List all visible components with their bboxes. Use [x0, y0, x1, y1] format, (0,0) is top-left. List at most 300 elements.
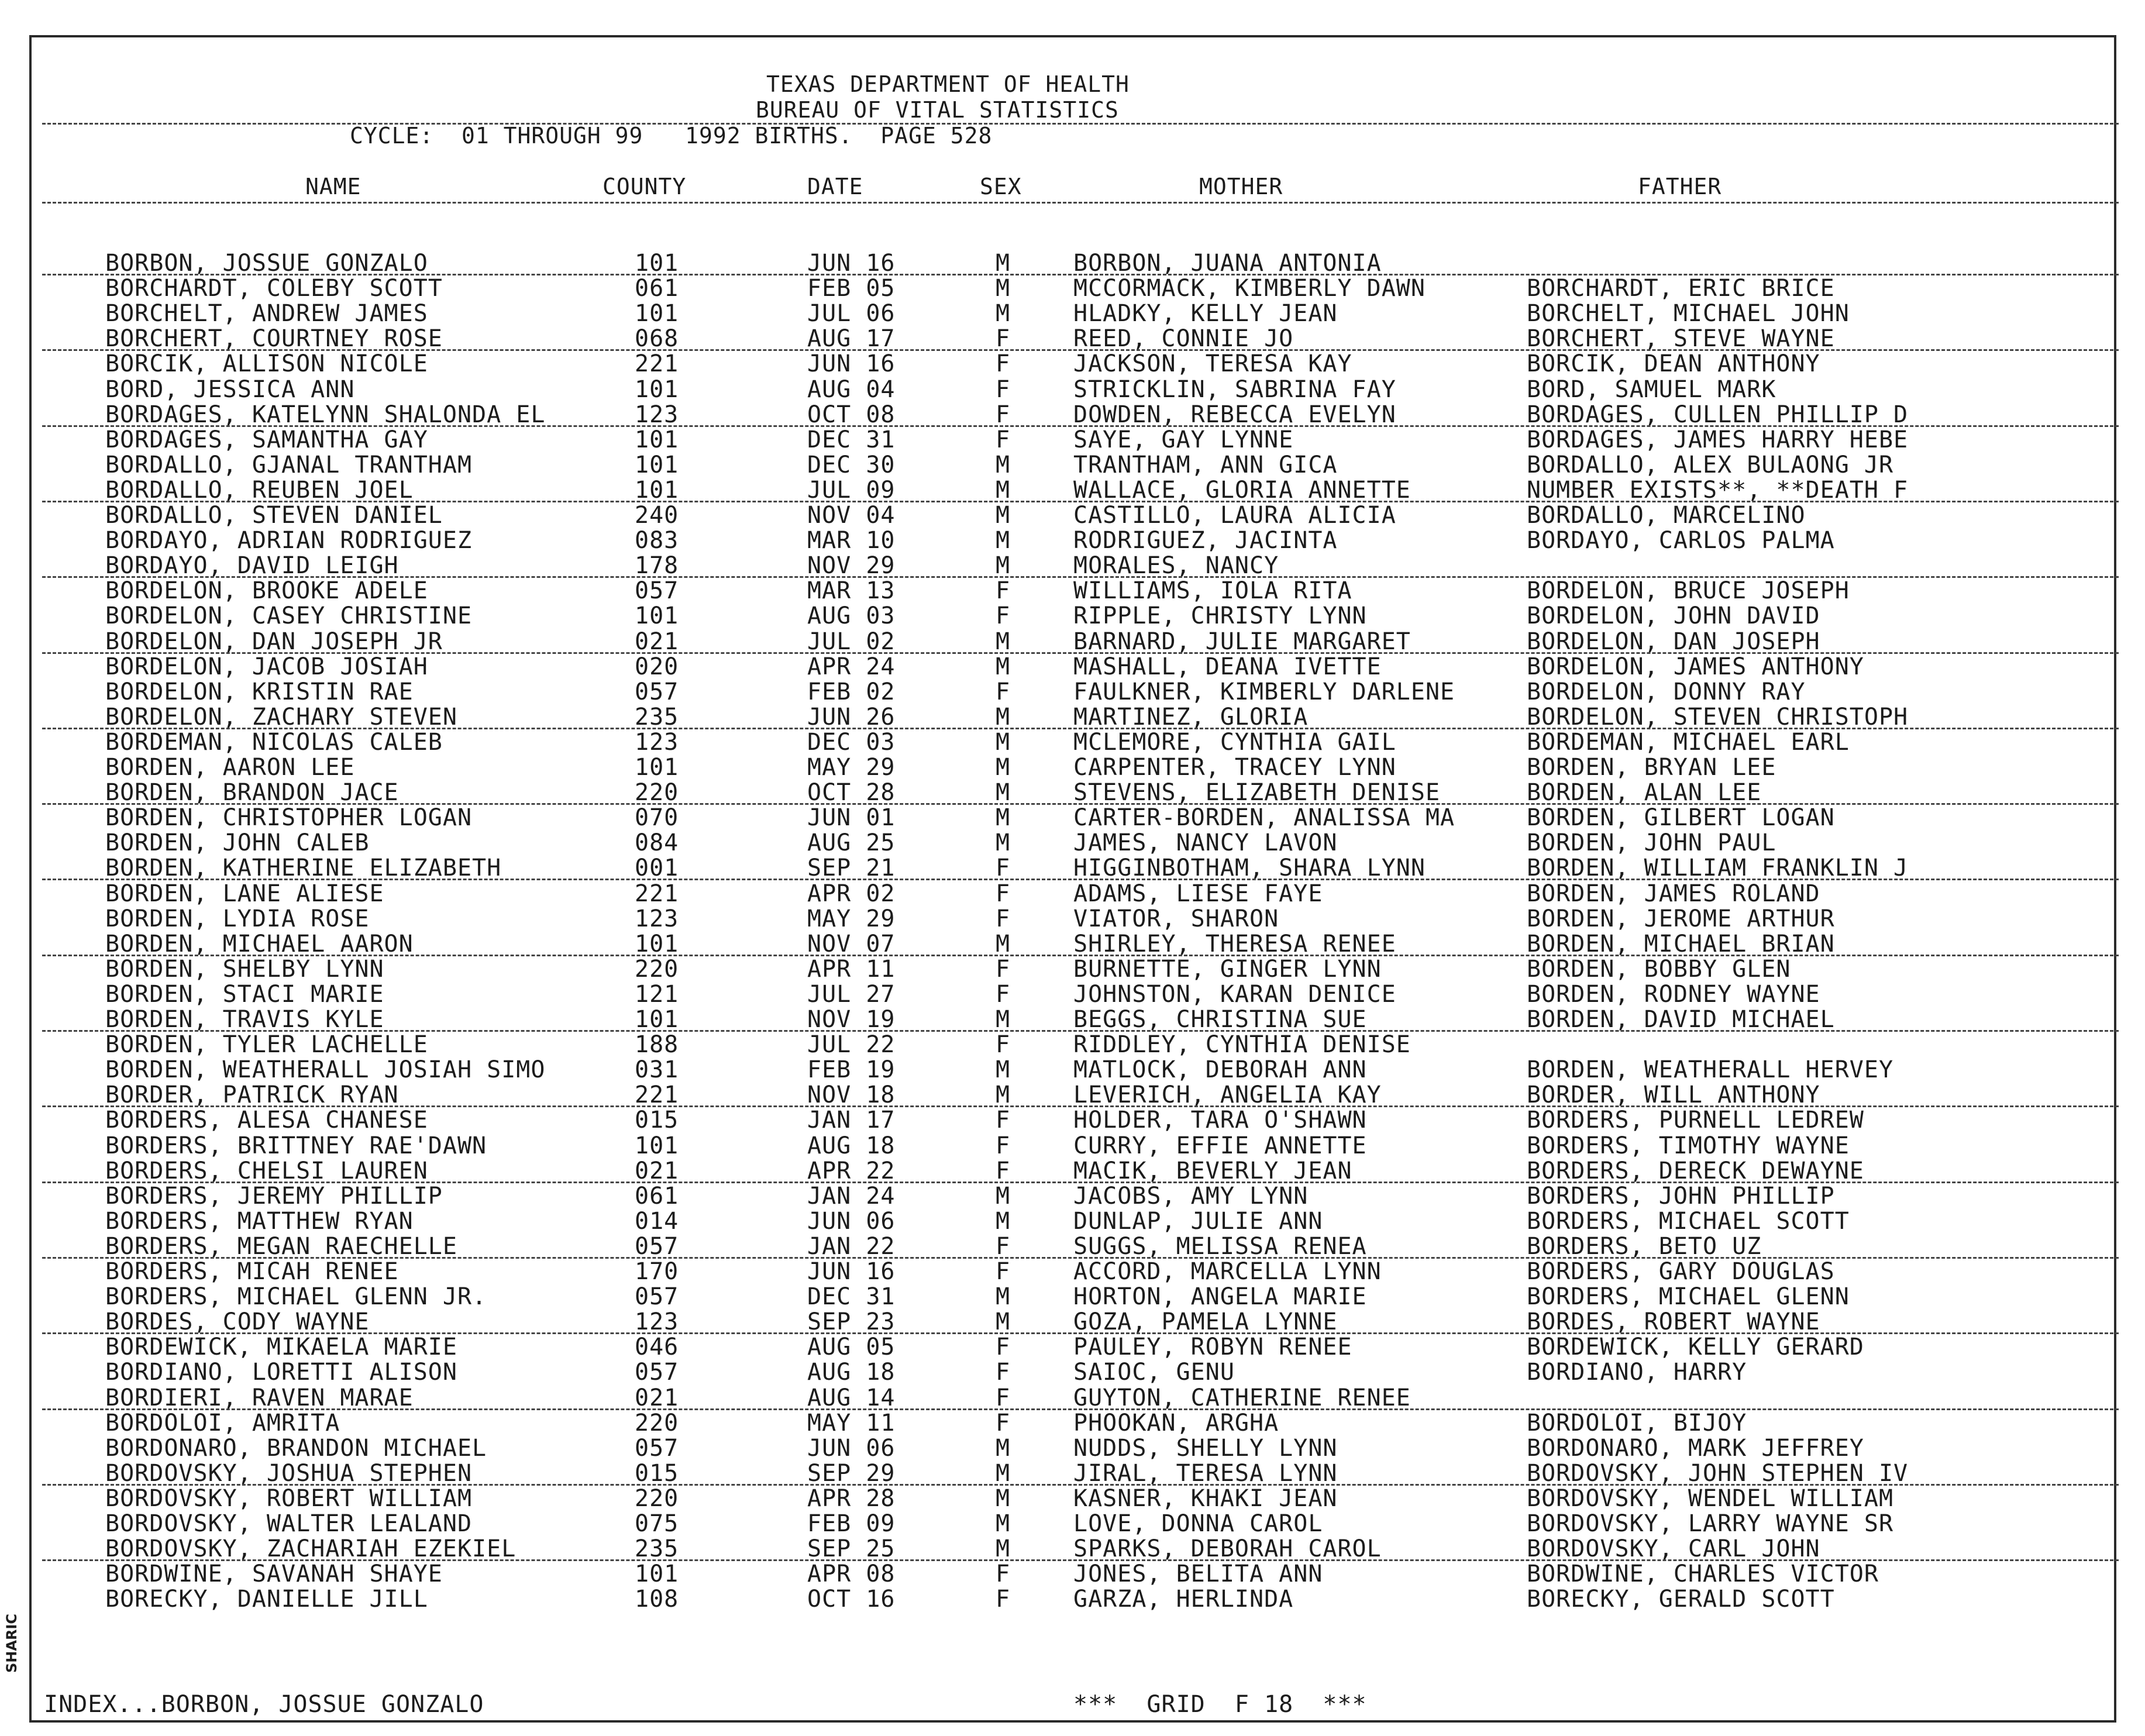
- record-county: 057: [635, 678, 679, 705]
- record-father: BORDERS, TIMOTHY WAYNE: [1527, 1132, 1850, 1159]
- footer-grid: *** GRID F 18 ***: [1073, 1691, 1367, 1718]
- record-date: FEB 05: [807, 275, 896, 302]
- record-row: [0, 1007, 2145, 1032]
- record-county: 057: [635, 1434, 679, 1462]
- record-father: BORDERS, MICHAEL GLENN: [1527, 1283, 1850, 1311]
- record-row: [0, 755, 2145, 780]
- record-name: BORDEN, KATHERINE ELIZABETH: [105, 855, 502, 882]
- record-county: 015: [635, 1107, 679, 1134]
- record-name: BORDERS, MICAH RENEE: [105, 1258, 399, 1285]
- record-mother: JOHNSTON, KARAN DENICE: [1073, 980, 1396, 1008]
- record-name: BORDELON, JACOB JOSIAH: [105, 653, 428, 680]
- record-row: [0, 351, 2145, 377]
- side-label: SHARIC: [4, 1614, 20, 1673]
- record-county: 046: [635, 1334, 679, 1361]
- record-county: 068: [635, 325, 679, 353]
- record-county: 015: [635, 1459, 679, 1487]
- agency-title: TEXAS DEPARTMENT OF HEALTH: [766, 71, 1130, 97]
- record-father: BORDEN, BOBBY GLEN: [1527, 955, 1791, 983]
- record-date: NOV 04: [807, 502, 896, 529]
- column-header-mother: MOTHER: [1199, 174, 1283, 199]
- record-row: [0, 452, 2145, 478]
- record-date: JUL 06: [807, 300, 896, 328]
- record-row: [0, 981, 2145, 1007]
- record-mother: RODRIGUEZ, JACINTA: [1073, 527, 1338, 554]
- record-name: BORDEWICK, MIKAELA MARIE: [105, 1334, 457, 1361]
- record-county: 123: [635, 401, 679, 428]
- record-row: [0, 1107, 2145, 1133]
- record-row: [0, 629, 2145, 655]
- record-county: 061: [635, 275, 679, 302]
- record-sex: M: [996, 728, 1011, 756]
- record-row: [0, 402, 2145, 428]
- record-county: 170: [635, 1258, 679, 1285]
- record-county: 101: [635, 1132, 679, 1159]
- record-name: BORDERS, MICHAEL GLENN JR.: [105, 1283, 487, 1311]
- record-sex: M: [996, 1207, 1011, 1235]
- record-row: [0, 956, 2145, 982]
- record-father: BORDEN, JEROME ARTHUR: [1527, 905, 1835, 932]
- record-date: JAN 17: [807, 1107, 896, 1134]
- record-name: BORCIK, ALLISON NICOLE: [105, 350, 428, 378]
- record-mother: MCLEMORE, CYNTHIA GAIL: [1073, 728, 1396, 756]
- record-father: BORDER, WILL ANTHONY: [1527, 1081, 1820, 1109]
- record-date: JAN 22: [807, 1232, 896, 1260]
- record-father: BORDALLO, MARCELINO: [1527, 502, 1806, 529]
- record-date: AUG 25: [807, 829, 896, 857]
- column-header-father: FATHER: [1638, 174, 1722, 199]
- record-father: BORDEN, GILBERT LOGAN: [1527, 804, 1835, 832]
- record-date: AUG 03: [807, 602, 896, 630]
- record-county: 123: [635, 728, 679, 756]
- record-sex: M: [996, 930, 1011, 957]
- record-county: 057: [635, 1232, 679, 1260]
- record-father: BORDELON, STEVEN CHRISTOPH: [1527, 703, 1909, 731]
- record-name: BORDAGES, KATELYNN SHALONDA EL: [105, 401, 546, 428]
- record-name: BORDEN, BRANDON JACE: [105, 779, 399, 807]
- record-father: BORDEMAN, MICHAEL EARL: [1527, 728, 1850, 756]
- record-county: 021: [635, 1157, 679, 1184]
- record-county: 101: [635, 476, 679, 504]
- record-father: BORDONARO, MARK JEFFREY: [1527, 1434, 1864, 1462]
- record-mother: SUGGS, MELISSA RENEA: [1073, 1232, 1367, 1260]
- record-county: 235: [635, 703, 679, 731]
- record-row: [0, 1057, 2145, 1083]
- record-date: JUN 16: [807, 350, 896, 378]
- record-father: BORDERS, JOHN PHILLIP: [1527, 1182, 1835, 1210]
- record-date: JUL 02: [807, 628, 896, 655]
- record-father: BORDERS, PURNELL LEDREW: [1527, 1107, 1864, 1134]
- record-father: BORDOVSKY, LARRY WAYNE SR: [1527, 1510, 1894, 1537]
- record-row: [0, 855, 2145, 881]
- record-row: [0, 881, 2145, 907]
- record-sex: M: [996, 1484, 1011, 1512]
- record-father: BORDEN, WILLIAM FRANKLIN J: [1527, 855, 1909, 882]
- record-county: 235: [635, 1535, 679, 1563]
- record-row: [0, 1183, 2145, 1209]
- record-sex: F: [996, 325, 1011, 353]
- record-sex: F: [996, 1232, 1011, 1260]
- record-father: BORCIK, DEAN ANTHONY: [1527, 350, 1820, 378]
- record-father: BORDEN, JOHN PAUL: [1527, 829, 1776, 857]
- record-row: [0, 603, 2145, 629]
- record-date: JUN 06: [807, 1207, 896, 1235]
- record-row: [0, 1032, 2145, 1058]
- record-name: BORDEN, WEATHERALL JOSIAH SIMO: [105, 1056, 546, 1084]
- record-mother: BORBON, JUANA ANTONIA: [1073, 250, 1382, 277]
- record-sex: M: [996, 300, 1011, 328]
- record-date: DEC 30: [807, 451, 896, 478]
- record-father: BORDEN, DAVID MICHAEL: [1527, 1006, 1835, 1033]
- record-county: 057: [635, 577, 679, 605]
- record-county: 121: [635, 980, 679, 1008]
- record-row: [0, 654, 2145, 680]
- record-name: BORDAYO, DAVID LEIGH: [105, 552, 399, 580]
- record-row: [0, 1334, 2145, 1360]
- record-sex: M: [996, 527, 1011, 554]
- record-date: AUG 18: [807, 1132, 896, 1159]
- record-county: 083: [635, 527, 679, 554]
- record-father: BORDOVSKY, JOHN STEPHEN IV: [1527, 1459, 1909, 1487]
- record-row: [0, 1133, 2145, 1159]
- record-mother: JONES, BELITA ANN: [1073, 1561, 1323, 1588]
- record-mother: PAULEY, ROBYN RENEE: [1073, 1334, 1352, 1361]
- record-mother: MACIK, BEVERLY JEAN: [1073, 1157, 1352, 1184]
- record-county: 101: [635, 250, 679, 277]
- record-county: 123: [635, 905, 679, 932]
- record-mother: CARPENTER, TRACEY LYNN: [1073, 754, 1396, 781]
- record-date: JUN 26: [807, 703, 896, 731]
- record-row: [0, 301, 2145, 326]
- record-mother: MCCORMACK, KIMBERLY DAWN: [1073, 275, 1426, 302]
- record-row: [0, 1536, 2145, 1562]
- record-father: BORDEN, JAMES ROLAND: [1527, 880, 1820, 907]
- record-father: BORDES, ROBERT WAYNE: [1527, 1308, 1820, 1336]
- record-sex: M: [996, 653, 1011, 680]
- record-name: BORDEN, AARON LEE: [105, 754, 355, 781]
- record-father: BORDELON, DONNY RAY: [1527, 678, 1806, 705]
- record-name: BORCHARDT, COLEBY SCOTT: [105, 275, 443, 302]
- record-county: 101: [635, 376, 679, 403]
- record-sex: F: [996, 1561, 1011, 1588]
- record-mother: JIRAL, TERESA LYNN: [1073, 1459, 1338, 1487]
- record-county: 178: [635, 552, 679, 580]
- record-sex: F: [996, 1359, 1011, 1386]
- record-name: BORDALLO, STEVEN DANIEL: [105, 502, 443, 529]
- record-sex: M: [996, 1535, 1011, 1563]
- record-name: BORDOVSKY, ZACHARIAH EZEKIEL: [105, 1535, 517, 1563]
- record-name: BORDEN, TRAVIS KYLE: [105, 1006, 384, 1033]
- record-name: BORDOVSKY, JOSHUA STEPHEN: [105, 1459, 473, 1487]
- record-date: NOV 07: [807, 930, 896, 957]
- record-county: 220: [635, 1484, 679, 1512]
- record-date: FEB 19: [807, 1056, 896, 1084]
- record-father: BORDEN, WEATHERALL HERVEY: [1527, 1056, 1894, 1084]
- record-sex: F: [996, 350, 1011, 378]
- record-mother: DOWDEN, REBECCA EVELYN: [1073, 401, 1396, 428]
- record-mother: MARTINEZ, GLORIA: [1073, 703, 1309, 731]
- record-county: 188: [635, 1031, 679, 1059]
- record-date: SEP 25: [807, 1535, 896, 1563]
- record-mother: ADAMS, LIESE FAYE: [1073, 880, 1323, 907]
- record-mother: VIATOR, SHARON: [1073, 905, 1279, 932]
- record-father: BORDELON, BRUCE JOSEPH: [1527, 577, 1850, 605]
- record-mother: SHIRLEY, THERESA RENEE: [1073, 930, 1396, 957]
- record-name: BORDES, CODY WAYNE: [105, 1308, 370, 1336]
- record-date: NOV 19: [807, 1006, 896, 1033]
- record-sex: F: [996, 1334, 1011, 1361]
- column-header-date: DATE: [807, 174, 863, 199]
- record-mother: REED, CONNIE JO: [1073, 325, 1294, 353]
- footer-index: INDEX...BORBON, JOSSUE GONZALO: [44, 1691, 484, 1718]
- record-name: BORCHELT, ANDREW JAMES: [105, 300, 428, 328]
- record-sex: F: [996, 855, 1011, 882]
- record-sex: M: [996, 1283, 1011, 1311]
- record-county: 070: [635, 804, 679, 832]
- record-name: BORDIANO, LORETTI ALISON: [105, 1359, 457, 1386]
- record-county: 240: [635, 502, 679, 529]
- record-row: [0, 377, 2145, 402]
- record-father: BORDWINE, CHARLES VICTOR: [1527, 1561, 1879, 1588]
- record-father: BORDAGES, JAMES HARRY HEBE: [1527, 426, 1909, 453]
- record-father: BORDOLOI, BIJOY: [1527, 1409, 1747, 1437]
- record-father: BORDEN, RODNEY WAYNE: [1527, 980, 1820, 1008]
- record-row: [0, 1561, 2145, 1587]
- record-row: [0, 1511, 2145, 1537]
- record-name: BORDALLO, REUBEN JOEL: [105, 476, 414, 504]
- record-sex: F: [996, 577, 1011, 605]
- record-row: [0, 906, 2145, 932]
- record-county: 220: [635, 779, 679, 807]
- record-name: BORDEN, TYLER LACHELLE: [105, 1031, 428, 1059]
- record-name: BORDELON, CASEY CHRISTINE: [105, 602, 473, 630]
- record-county: 101: [635, 300, 679, 328]
- record-mother: BEGGS, CHRISTINA SUE: [1073, 1006, 1367, 1033]
- record-father: BORDEWICK, KELLY GERARD: [1527, 1334, 1864, 1361]
- record-date: JUN 01: [807, 804, 896, 832]
- record-sex: F: [996, 1107, 1011, 1134]
- record-mother: WALLACE, GLORIA ANNETTE: [1073, 476, 1411, 504]
- record-county: 061: [635, 1182, 679, 1210]
- record-mother: CARTER-BORDEN, ANALISSA MA: [1073, 804, 1455, 832]
- record-sex: M: [996, 502, 1011, 529]
- column-header-divider: [42, 202, 2119, 204]
- record-mother: SAYE, GAY LYNNE: [1073, 426, 1294, 453]
- record-name: BORD, JESSICA ANN: [105, 376, 355, 403]
- record-father: BORDELON, JOHN DAVID: [1527, 602, 1820, 630]
- record-row: [0, 553, 2145, 578]
- record-date: MAY 29: [807, 905, 896, 932]
- record-date: JAN 24: [807, 1182, 896, 1210]
- record-date: JUN 06: [807, 1434, 896, 1462]
- record-sex: M: [996, 1459, 1011, 1487]
- record-date: MAY 29: [807, 754, 896, 781]
- record-date: AUG 14: [807, 1384, 896, 1411]
- record-name: BORDOVSKY, WALTER LEALAND: [105, 1510, 473, 1537]
- record-father: BORDEN, BRYAN LEE: [1527, 754, 1776, 781]
- record-row: [0, 502, 2145, 528]
- record-name: BORDEN, SHELBY LYNN: [105, 955, 384, 983]
- record-sex: F: [996, 1384, 1011, 1411]
- record-name: BORDIERI, RAVEN MARAE: [105, 1384, 414, 1411]
- record-date: OCT 08: [807, 401, 896, 428]
- record-name: BORDWINE, SAVANAH SHAYE: [105, 1561, 443, 1588]
- record-name: BORDOVSKY, ROBERT WILLIAM: [105, 1484, 473, 1512]
- record-sex: M: [996, 1510, 1011, 1537]
- record-name: BORDEN, LANE ALIESE: [105, 880, 384, 907]
- record-sex: M: [996, 804, 1011, 832]
- record-name: BORDERS, MEGAN RAECHELLE: [105, 1232, 457, 1260]
- record-date: APR 22: [807, 1157, 896, 1184]
- record-row: [0, 275, 2145, 301]
- record-father: BORDERS, DERECK DEWAYNE: [1527, 1157, 1864, 1184]
- record-name: BORDELON, KRISTIN RAE: [105, 678, 414, 705]
- record-name: BORDELON, DAN JOSEPH JR: [105, 628, 443, 655]
- record-sex: F: [996, 426, 1011, 453]
- record-name: BORDERS, MATTHEW RYAN: [105, 1207, 414, 1235]
- record-mother: JACOBS, AMY LYNN: [1073, 1182, 1309, 1210]
- record-name: BORDERS, CHELSI LAUREN: [105, 1157, 428, 1184]
- record-sex: F: [996, 955, 1011, 983]
- record-row: [0, 931, 2145, 957]
- record-name: BORBON, JOSSUE GONZALO: [105, 250, 428, 277]
- record-row: [0, 679, 2145, 705]
- record-mother: MORALES, NANCY: [1073, 552, 1279, 580]
- record-mother: STRICKLIN, SABRINA FAY: [1073, 376, 1396, 403]
- record-county: 020: [635, 653, 679, 680]
- record-name: BORDEMAN, NICOLAS CALEB: [105, 728, 443, 756]
- record-name: BORDERS, BRITTNEY RAE'DAWN: [105, 1132, 487, 1159]
- record-sex: F: [996, 1031, 1011, 1059]
- record-date: JUL 09: [807, 476, 896, 504]
- record-county: 021: [635, 1384, 679, 1411]
- record-father: BORCHARDT, ERIC BRICE: [1527, 275, 1835, 302]
- record-date: FEB 02: [807, 678, 896, 705]
- record-sex: M: [996, 628, 1011, 655]
- record-father: BORDELON, DAN JOSEPH: [1527, 628, 1820, 655]
- record-sex: M: [996, 754, 1011, 781]
- record-father: BORCHERT, STEVE WAYNE: [1527, 325, 1835, 353]
- record-county: 123: [635, 1308, 679, 1336]
- record-mother: DUNLAP, JULIE ANN: [1073, 1207, 1323, 1235]
- record-county: 101: [635, 426, 679, 453]
- record-row: [0, 1208, 2145, 1234]
- record-name: BORDELON, BROOKE ADELE: [105, 577, 428, 605]
- record-sex: M: [996, 829, 1011, 857]
- record-sex: M: [996, 1081, 1011, 1109]
- record-row: [0, 1410, 2145, 1436]
- record-mother: GOZA, PAMELA LYNNE: [1073, 1308, 1338, 1336]
- record-date: SEP 23: [807, 1308, 896, 1336]
- record-father: BORDELON, JAMES ANTHONY: [1527, 653, 1864, 680]
- record-father: BORDAGES, CULLEN PHILLIP D: [1527, 401, 1909, 428]
- record-date: JUL 27: [807, 980, 896, 1008]
- record-date: APR 08: [807, 1561, 896, 1588]
- record-father: BORDOVSKY, WENDEL WILLIAM: [1527, 1484, 1894, 1512]
- record-name: BORDALLO, GJANAL TRANTHAM: [105, 451, 473, 478]
- record-mother: ACCORD, MARCELLA LYNN: [1073, 1258, 1382, 1285]
- record-father: BORDAYO, CARLOS PALMA: [1527, 527, 1835, 554]
- record-sex: F: [996, 602, 1011, 630]
- record-father: BORDEN, MICHAEL BRIAN: [1527, 930, 1835, 957]
- record-date: DEC 31: [807, 426, 896, 453]
- record-row: [0, 250, 2145, 276]
- record-mother: HORTON, ANGELA MARIE: [1073, 1283, 1367, 1311]
- record-father: BORDERS, GARY DOUGLAS: [1527, 1258, 1835, 1285]
- record-date: JUN 16: [807, 250, 896, 277]
- record-mother: PHOOKAN, ARGHA: [1073, 1409, 1279, 1437]
- record-mother: GUYTON, CATHERINE RENEE: [1073, 1384, 1411, 1411]
- record-row: [0, 1234, 2145, 1259]
- record-county: 057: [635, 1283, 679, 1311]
- record-row: [0, 780, 2145, 805]
- record-name: BORDOLOI, AMRITA: [105, 1409, 340, 1437]
- record-name: BORDEN, CHRISTOPHER LOGAN: [105, 804, 473, 832]
- record-mother: WILLIAMS, IOLA RITA: [1073, 577, 1352, 605]
- record-date: NOV 29: [807, 552, 896, 580]
- cycle-line: CYCLE: 01 THROUGH 99 1992 BIRTHS. PAGE 528: [350, 123, 993, 149]
- record-mother: CURRY, EFFIE ANNETTE: [1073, 1132, 1367, 1159]
- record-name: BORDEN, STACI MARIE: [105, 980, 384, 1008]
- record-county: 031: [635, 1056, 679, 1084]
- record-sex: M: [996, 1434, 1011, 1462]
- record-mother: RIDDLEY, CYNTHIA DENISE: [1073, 1031, 1411, 1059]
- record-father: BORDALLO, ALEX BULAONG JR: [1527, 451, 1894, 478]
- record-row: [0, 805, 2145, 831]
- record-date: APR 02: [807, 880, 896, 907]
- record-mother: HIGGINBOTHAM, SHARA LYNN: [1073, 855, 1426, 882]
- record-row: [0, 1486, 2145, 1511]
- record-sex: M: [996, 703, 1011, 731]
- record-row: [0, 326, 2145, 352]
- record-father: BORECKY, GERALD SCOTT: [1527, 1586, 1835, 1613]
- record-date: APR 11: [807, 955, 896, 983]
- record-row: [0, 704, 2145, 730]
- record-county: 101: [635, 451, 679, 478]
- record-name: BORDAYO, ADRIAN RODRIGUEZ: [105, 527, 473, 554]
- record-mother: NUDDS, SHELLY LYNN: [1073, 1434, 1338, 1462]
- record-sex: F: [996, 1157, 1011, 1184]
- record-row: [0, 1461, 2145, 1486]
- record-mother: BURNETTE, GINGER LYNN: [1073, 955, 1382, 983]
- record-date: MAR 10: [807, 527, 896, 554]
- record-father: BORDIANO, HARRY: [1527, 1359, 1747, 1386]
- record-name: BORDEN, LYDIA ROSE: [105, 905, 370, 932]
- record-date: AUG 18: [807, 1359, 896, 1386]
- record-sex: F: [996, 376, 1011, 403]
- record-sex: M: [996, 476, 1011, 504]
- record-county: 220: [635, 955, 679, 983]
- record-date: SEP 21: [807, 855, 896, 882]
- record-sex: M: [996, 1308, 1011, 1336]
- record-date: APR 24: [807, 653, 896, 680]
- record-mother: JACKSON, TERESA KAY: [1073, 350, 1352, 378]
- record-father: BORDOVSKY, CARL JOHN: [1527, 1535, 1820, 1563]
- record-sex: M: [996, 1056, 1011, 1084]
- record-mother: STEVENS, ELIZABETH DENISE: [1073, 779, 1441, 807]
- record-row: [0, 528, 2145, 553]
- record-mother: CASTILLO, LAURA ALICIA: [1073, 502, 1396, 529]
- record-name: BORDERS, ALESA CHANESE: [105, 1107, 428, 1134]
- record-date: FEB 09: [807, 1510, 896, 1537]
- record-date: NOV 18: [807, 1081, 896, 1109]
- record-mother: KASNER, KHAKI JEAN: [1073, 1484, 1338, 1512]
- record-father: NUMBER EXISTS**, **DEATH F: [1527, 476, 1909, 504]
- record-name: BORECKY, DANIELLE JILL: [105, 1586, 428, 1613]
- record-county: 075: [635, 1510, 679, 1537]
- record-county: 101: [635, 930, 679, 957]
- record-sex: F: [996, 880, 1011, 907]
